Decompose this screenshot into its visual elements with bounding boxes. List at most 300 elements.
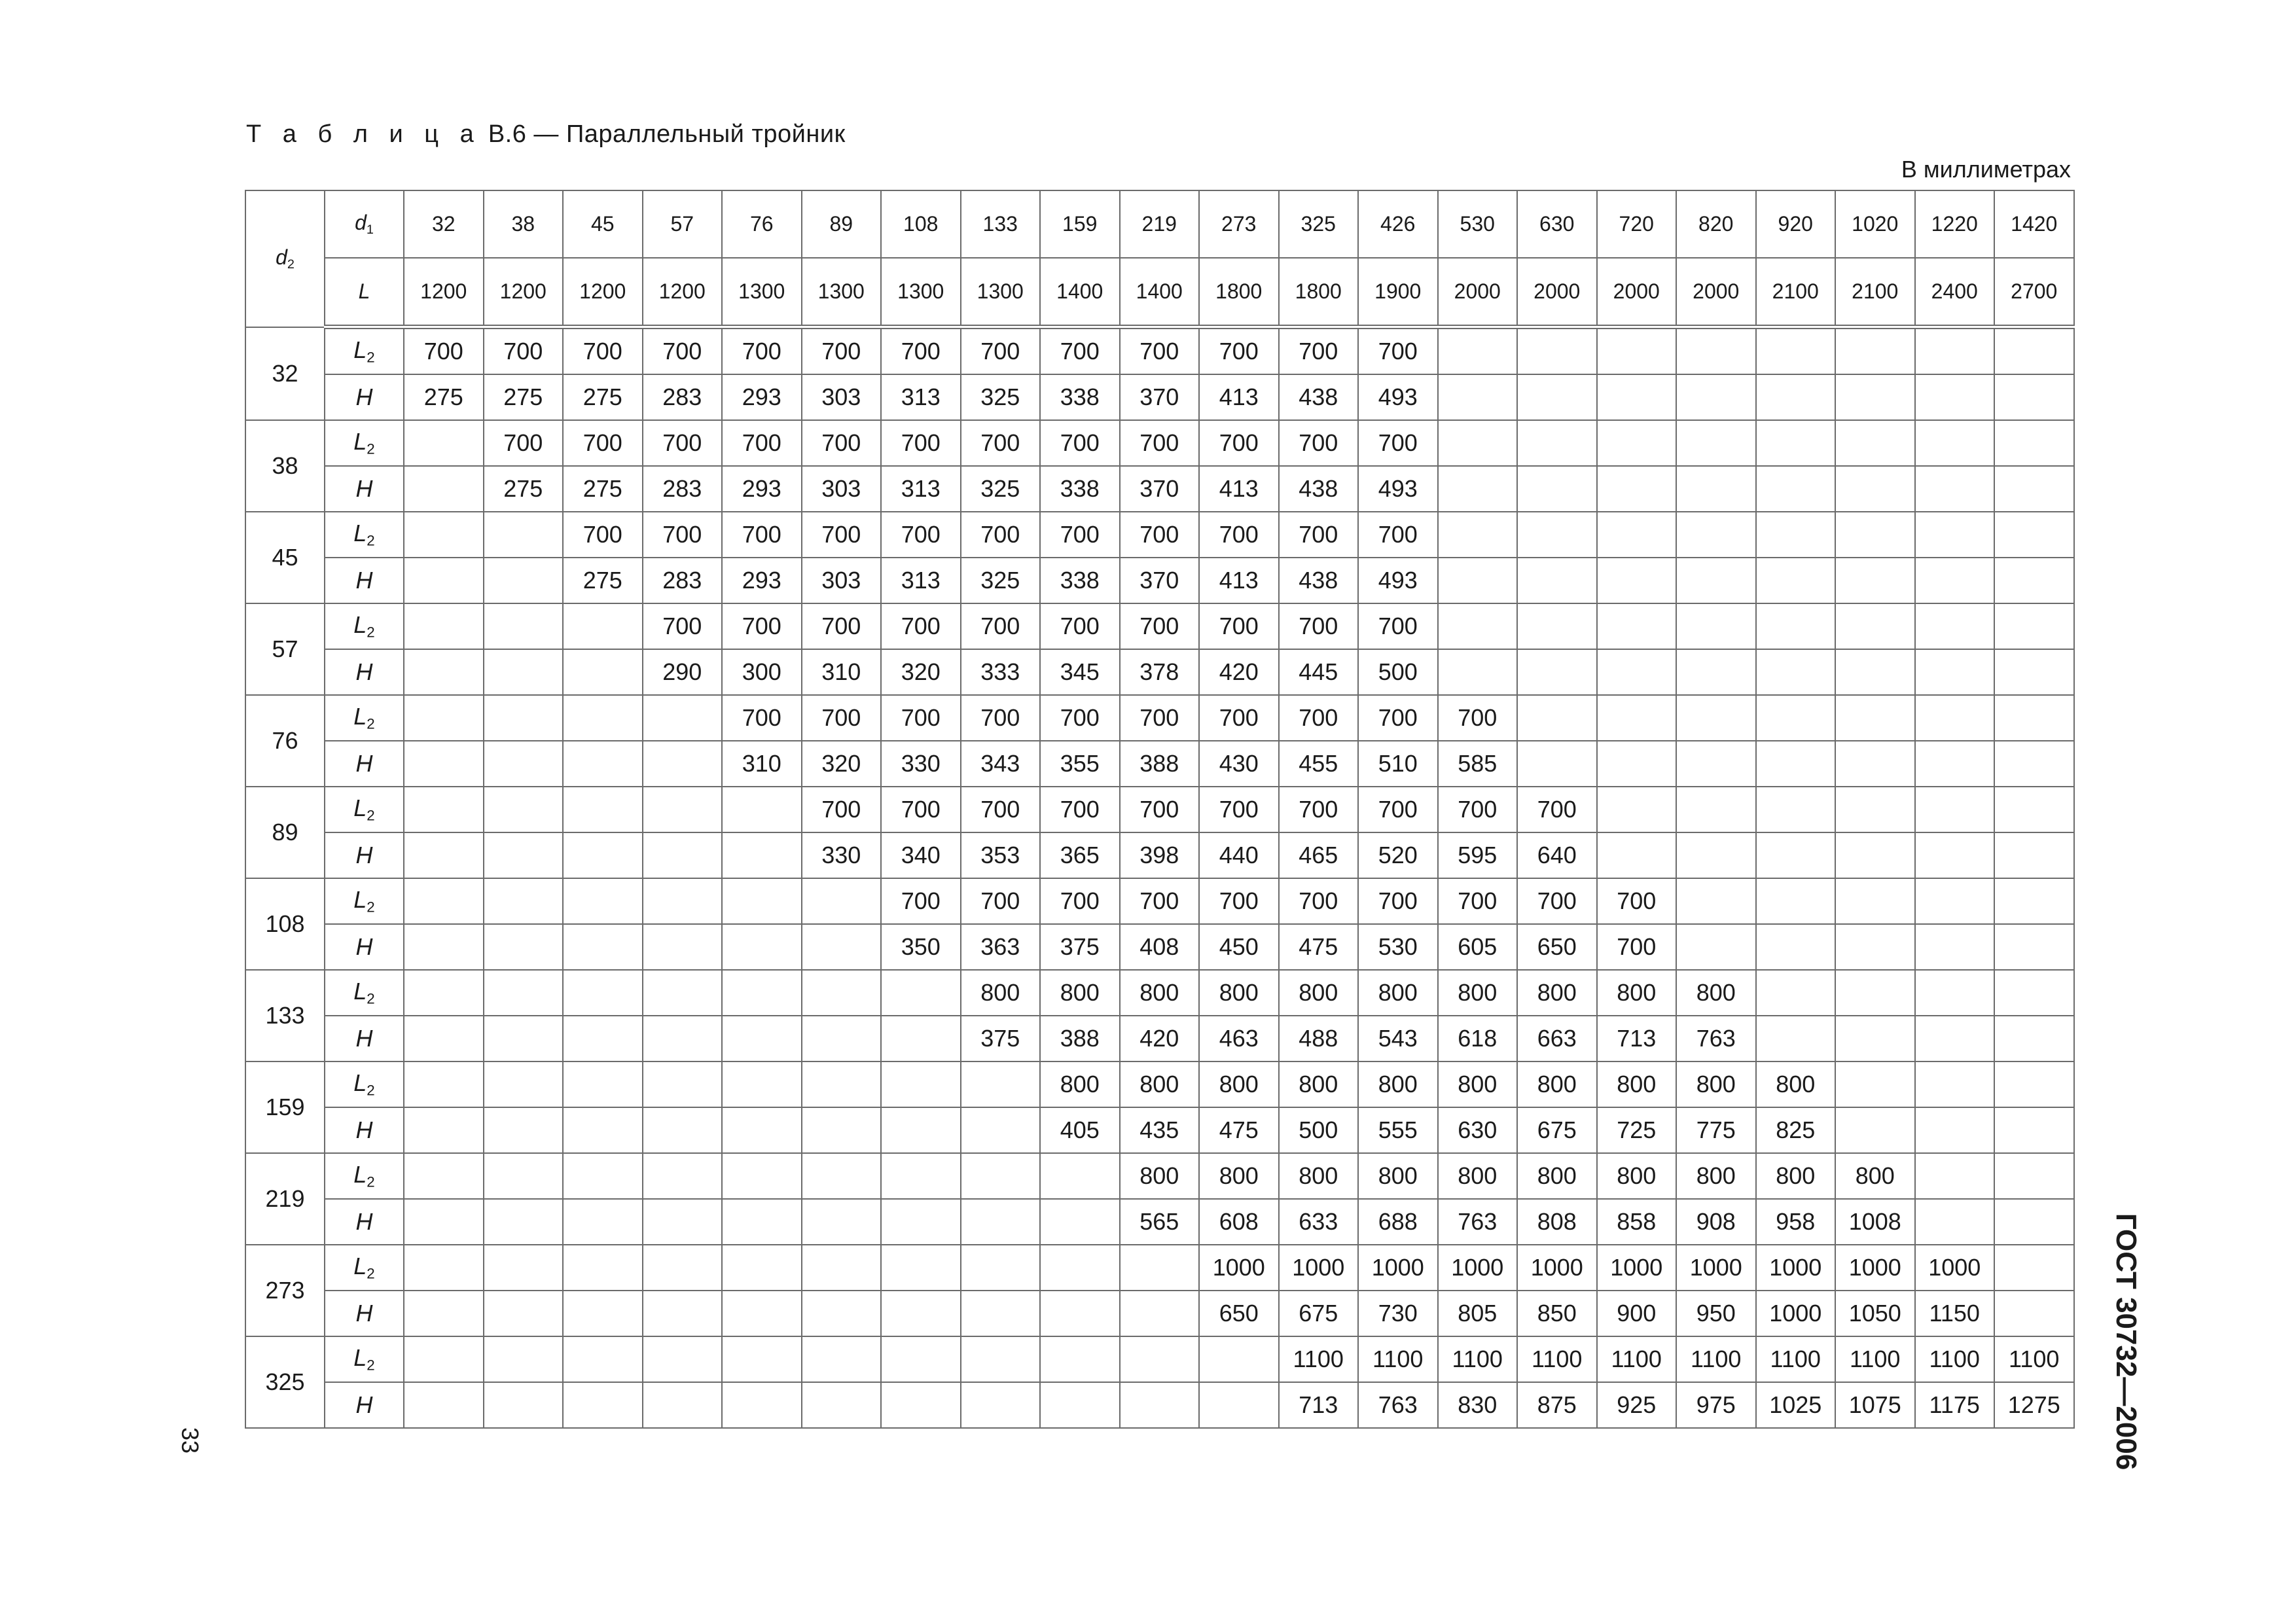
cell-L2: 800 bbox=[1756, 1153, 1836, 1199]
cell-L2: 700 bbox=[802, 420, 882, 466]
cell-L2 bbox=[961, 1336, 1041, 1382]
row-label-L2 bbox=[325, 327, 404, 375]
cell-H bbox=[484, 1107, 564, 1153]
header-d1-value: 325 bbox=[1279, 190, 1359, 258]
cell-H bbox=[563, 1107, 643, 1153]
cell-H: 975 bbox=[1676, 1382, 1756, 1428]
cell-L2: 1000 bbox=[1438, 1245, 1518, 1291]
cell-H bbox=[961, 1199, 1041, 1245]
cell-H bbox=[1517, 741, 1597, 787]
cell-L2 bbox=[1994, 1153, 2074, 1199]
cell-H: 375 bbox=[961, 1016, 1041, 1061]
cell-H: 320 bbox=[881, 649, 961, 695]
cell-H bbox=[881, 1016, 961, 1061]
cell-H bbox=[961, 1107, 1041, 1153]
cell-L2: 700 bbox=[1358, 420, 1438, 466]
cell-L2: 700 bbox=[484, 420, 564, 466]
cell-L2 bbox=[404, 1336, 484, 1382]
cell-H bbox=[1994, 558, 2074, 603]
row-d2-value: 89 bbox=[245, 787, 325, 878]
table-row-L2 bbox=[245, 512, 2074, 558]
cell-L2: 800 bbox=[1120, 1153, 1200, 1199]
cell-H bbox=[1676, 466, 1756, 512]
cell-H: 283 bbox=[643, 466, 723, 512]
cell-H bbox=[1756, 832, 1836, 878]
row-label-L2 bbox=[325, 970, 404, 1016]
cell-H bbox=[1040, 1291, 1120, 1336]
cell-L2 bbox=[1597, 787, 1677, 832]
cell-L2: 700 bbox=[1199, 512, 1279, 558]
table-title bbox=[246, 120, 846, 149]
cell-H bbox=[484, 1382, 564, 1428]
cell-L2: 800 bbox=[1199, 1153, 1279, 1199]
cell-H: 475 bbox=[1279, 924, 1359, 970]
cell-H: 808 bbox=[1517, 1199, 1597, 1245]
row-label-L2 bbox=[325, 878, 404, 924]
cell-H bbox=[1994, 832, 2074, 878]
row-label-L2-symbol: L bbox=[353, 1069, 367, 1097]
cell-H bbox=[1040, 1199, 1120, 1245]
cell-H bbox=[563, 741, 643, 787]
cell-L2 bbox=[1517, 420, 1597, 466]
header-d1-value: 89 bbox=[802, 190, 882, 258]
cell-L2: 700 bbox=[722, 695, 802, 741]
table-title-text: В.6 — Параллельный тройник bbox=[488, 120, 846, 148]
cell-L2 bbox=[563, 1061, 643, 1107]
cell-L2 bbox=[881, 1245, 961, 1291]
cell-L2 bbox=[1438, 420, 1518, 466]
cell-H: 510 bbox=[1358, 741, 1438, 787]
row-label-H: H bbox=[325, 741, 404, 787]
cell-H bbox=[404, 649, 484, 695]
cell-H: 520 bbox=[1358, 832, 1438, 878]
cell-L2: 800 bbox=[1358, 1153, 1438, 1199]
cell-L2 bbox=[1994, 695, 2074, 741]
cell-L2: 700 bbox=[722, 327, 802, 375]
cell-H bbox=[484, 741, 564, 787]
header-d1-value: 273 bbox=[1199, 190, 1279, 258]
cell-H bbox=[1676, 558, 1756, 603]
cell-L2: 700 bbox=[1438, 787, 1518, 832]
cell-L2 bbox=[1597, 327, 1677, 375]
cell-L2 bbox=[563, 970, 643, 1016]
cell-L2: 700 bbox=[1120, 512, 1200, 558]
cell-H: 463 bbox=[1199, 1016, 1279, 1061]
cell-H: 475 bbox=[1199, 1107, 1279, 1153]
cell-L2: 800 bbox=[1597, 1153, 1677, 1199]
cell-H bbox=[1756, 741, 1836, 787]
cell-H: 595 bbox=[1438, 832, 1518, 878]
cell-H bbox=[1835, 374, 1915, 420]
cell-H: 675 bbox=[1279, 1291, 1359, 1336]
cell-L2: 700 bbox=[722, 603, 802, 649]
cell-L2: 700 bbox=[1199, 878, 1279, 924]
cell-H bbox=[1676, 374, 1756, 420]
cell-L2 bbox=[484, 970, 564, 1016]
cell-L2: 1100 bbox=[1676, 1336, 1756, 1382]
row-d2-value: 76 bbox=[245, 695, 325, 787]
table-row-H bbox=[245, 1382, 2074, 1428]
cell-L2 bbox=[1676, 512, 1756, 558]
cell-H bbox=[484, 924, 564, 970]
header-L-value: 2700 bbox=[1994, 258, 2074, 327]
cell-L2 bbox=[1994, 878, 2074, 924]
header-L-value: 2000 bbox=[1676, 258, 1756, 327]
cell-H: 293 bbox=[722, 374, 802, 420]
header-L-value: 2000 bbox=[1597, 258, 1677, 327]
cell-L2: 800 bbox=[1597, 970, 1677, 1016]
cell-L2: 700 bbox=[802, 787, 882, 832]
dimensions-table bbox=[245, 190, 2075, 1429]
cell-L2: 700 bbox=[1358, 327, 1438, 375]
cell-L2 bbox=[881, 1153, 961, 1199]
cell-L2: 1000 bbox=[1676, 1245, 1756, 1291]
cell-H bbox=[1835, 924, 1915, 970]
header-d1-value: 1420 bbox=[1994, 190, 2074, 258]
cell-L2 bbox=[722, 1061, 802, 1107]
cell-H: 1175 bbox=[1915, 1382, 1995, 1428]
cell-H: 663 bbox=[1517, 1016, 1597, 1061]
cell-H bbox=[1915, 374, 1995, 420]
cell-H bbox=[1994, 924, 2074, 970]
cell-H bbox=[722, 1016, 802, 1061]
cell-L2 bbox=[643, 787, 723, 832]
cell-L2 bbox=[1756, 787, 1836, 832]
cell-H: 330 bbox=[802, 832, 882, 878]
table-row-L2 bbox=[245, 878, 2074, 924]
row-label-H: H bbox=[325, 924, 404, 970]
cell-H bbox=[1835, 558, 1915, 603]
cell-L2: 700 bbox=[1279, 327, 1359, 375]
table-row-H bbox=[245, 832, 2074, 878]
header-L-value: 2100 bbox=[1835, 258, 1915, 327]
cell-H: 405 bbox=[1040, 1107, 1120, 1153]
cell-H bbox=[881, 1291, 961, 1336]
header-L-value: 1300 bbox=[881, 258, 961, 327]
cell-L2: 1000 bbox=[1279, 1245, 1359, 1291]
cell-H: 313 bbox=[881, 374, 961, 420]
cell-L2: 800 bbox=[1835, 1153, 1915, 1199]
header-d1-value: 38 bbox=[484, 190, 564, 258]
cell-L2: 700 bbox=[1438, 695, 1518, 741]
cell-H: 763 bbox=[1438, 1199, 1518, 1245]
cell-H bbox=[1597, 558, 1677, 603]
header-d2-subscript: 2 bbox=[287, 257, 295, 272]
row-label-L2-subscript: 2 bbox=[367, 349, 375, 366]
cell-H: 310 bbox=[802, 649, 882, 695]
cell-L2: 800 bbox=[1040, 1061, 1120, 1107]
cell-L2: 800 bbox=[1676, 970, 1756, 1016]
cell-L2 bbox=[484, 695, 564, 741]
cell-L2: 700 bbox=[961, 512, 1041, 558]
cell-L2: 700 bbox=[1040, 603, 1120, 649]
cell-L2: 700 bbox=[643, 327, 723, 375]
cell-H: 500 bbox=[1358, 649, 1438, 695]
cell-L2 bbox=[1756, 970, 1836, 1016]
cell-H bbox=[484, 1199, 564, 1245]
cell-H: 713 bbox=[1279, 1382, 1359, 1428]
cell-H: 958 bbox=[1756, 1199, 1836, 1245]
header-L-label: L bbox=[325, 258, 404, 327]
cell-L2 bbox=[1756, 878, 1836, 924]
cell-L2 bbox=[1517, 603, 1597, 649]
cell-H: 450 bbox=[1199, 924, 1279, 970]
cell-L2: 800 bbox=[1676, 1061, 1756, 1107]
cell-L2 bbox=[802, 1153, 882, 1199]
page-number: 33 bbox=[177, 1427, 204, 1454]
cell-L2 bbox=[1835, 878, 1915, 924]
table-row-L2 bbox=[245, 1153, 2074, 1199]
cell-H: 565 bbox=[1120, 1199, 1200, 1245]
cell-H: 303 bbox=[802, 466, 882, 512]
cell-L2 bbox=[722, 1336, 802, 1382]
cell-L2 bbox=[643, 695, 723, 741]
cell-H bbox=[1994, 1199, 2074, 1245]
cell-L2 bbox=[802, 878, 882, 924]
cell-H bbox=[484, 832, 564, 878]
cell-L2: 700 bbox=[881, 420, 961, 466]
cell-L2 bbox=[961, 1245, 1041, 1291]
cell-L2: 800 bbox=[961, 970, 1041, 1016]
header-d2-cell bbox=[245, 190, 325, 327]
cell-H: 338 bbox=[1040, 466, 1120, 512]
cell-L2: 1100 bbox=[1358, 1336, 1438, 1382]
cell-L2: 700 bbox=[881, 787, 961, 832]
table-row-L2 bbox=[245, 420, 2074, 466]
cell-L2: 700 bbox=[563, 512, 643, 558]
table-row-H bbox=[245, 1016, 2074, 1061]
cell-L2: 800 bbox=[1199, 970, 1279, 1016]
table-row-L2 bbox=[245, 603, 2074, 649]
cell-L2 bbox=[1517, 327, 1597, 375]
cell-L2: 700 bbox=[1199, 603, 1279, 649]
cell-H: 338 bbox=[1040, 558, 1120, 603]
row-d2-value: 45 bbox=[245, 512, 325, 603]
cell-L2: 800 bbox=[1279, 1153, 1359, 1199]
cell-L2: 700 bbox=[1517, 878, 1597, 924]
cell-H bbox=[563, 1382, 643, 1428]
cell-H bbox=[1438, 374, 1518, 420]
cell-H bbox=[563, 1016, 643, 1061]
header-d1-value: 32 bbox=[404, 190, 484, 258]
cell-H: 908 bbox=[1676, 1199, 1756, 1245]
cell-L2: 700 bbox=[1438, 878, 1518, 924]
cell-H: 408 bbox=[1120, 924, 1200, 970]
cell-L2 bbox=[404, 603, 484, 649]
cell-H bbox=[1517, 558, 1597, 603]
table-title-prefix: Т а б л и ц а bbox=[246, 120, 481, 148]
cell-H: 1008 bbox=[1835, 1199, 1915, 1245]
cell-L2 bbox=[961, 1153, 1041, 1199]
cell-L2: 700 bbox=[1120, 603, 1200, 649]
cell-L2: 700 bbox=[881, 695, 961, 741]
cell-H: 283 bbox=[643, 374, 723, 420]
cell-H: 275 bbox=[563, 374, 643, 420]
header-d1-value: 530 bbox=[1438, 190, 1518, 258]
cell-L2: 800 bbox=[1597, 1061, 1677, 1107]
cell-H: 763 bbox=[1676, 1016, 1756, 1061]
cell-L2: 800 bbox=[1517, 1061, 1597, 1107]
cell-L2 bbox=[1756, 512, 1836, 558]
cell-H: 413 bbox=[1199, 466, 1279, 512]
cell-L2 bbox=[563, 603, 643, 649]
row-label-L2-subscript: 2 bbox=[367, 1357, 375, 1374]
cell-H: 455 bbox=[1279, 741, 1359, 787]
cell-L2 bbox=[643, 1245, 723, 1291]
cell-L2 bbox=[1835, 970, 1915, 1016]
cell-L2 bbox=[1915, 970, 1995, 1016]
cell-L2 bbox=[563, 695, 643, 741]
cell-L2 bbox=[1994, 787, 2074, 832]
row-label-H: H bbox=[325, 1291, 404, 1336]
row-label-L2-subscript: 2 bbox=[367, 899, 375, 916]
cell-L2 bbox=[1040, 1245, 1120, 1291]
cell-L2 bbox=[643, 1336, 723, 1382]
cell-H: 310 bbox=[722, 741, 802, 787]
cell-L2 bbox=[404, 787, 484, 832]
cell-L2 bbox=[1915, 420, 1995, 466]
cell-L2: 1000 bbox=[1199, 1245, 1279, 1291]
cell-H bbox=[1915, 558, 1995, 603]
cell-H: 340 bbox=[881, 832, 961, 878]
cell-H bbox=[1438, 649, 1518, 695]
cell-L2 bbox=[484, 878, 564, 924]
cell-H: 500 bbox=[1279, 1107, 1359, 1153]
row-d2-value: 273 bbox=[245, 1245, 325, 1336]
row-label-L2-symbol: L bbox=[353, 611, 367, 639]
cell-H: 530 bbox=[1358, 924, 1438, 970]
cell-L2 bbox=[404, 512, 484, 558]
cell-L2: 700 bbox=[961, 420, 1041, 466]
cell-H: 688 bbox=[1358, 1199, 1438, 1245]
cell-H: 805 bbox=[1438, 1291, 1518, 1336]
header-L-value: 1300 bbox=[802, 258, 882, 327]
header-d1-value: 1220 bbox=[1915, 190, 1995, 258]
cell-H bbox=[1915, 924, 1995, 970]
cell-H: 413 bbox=[1199, 374, 1279, 420]
cell-H: 608 bbox=[1199, 1199, 1279, 1245]
cell-H bbox=[1835, 832, 1915, 878]
cell-H bbox=[1597, 374, 1677, 420]
cell-H: 370 bbox=[1120, 558, 1200, 603]
cell-H: 633 bbox=[1279, 1199, 1359, 1245]
cell-L2: 700 bbox=[1597, 878, 1677, 924]
row-d2-value: 219 bbox=[245, 1153, 325, 1245]
row-label-L2-symbol: L bbox=[353, 1161, 367, 1188]
header-d1-value: 820 bbox=[1676, 190, 1756, 258]
cell-L2: 700 bbox=[643, 420, 723, 466]
table-row-H bbox=[245, 558, 2074, 603]
row-label-L2-symbol: L bbox=[353, 886, 367, 914]
cell-H bbox=[643, 1016, 723, 1061]
header-L-value: 1800 bbox=[1199, 258, 1279, 327]
cell-L2 bbox=[1915, 327, 1995, 375]
cell-H: 640 bbox=[1517, 832, 1597, 878]
cell-H bbox=[722, 1199, 802, 1245]
cell-L2: 1100 bbox=[1438, 1336, 1518, 1382]
table-row-H bbox=[245, 741, 2074, 787]
cell-H bbox=[1756, 649, 1836, 695]
cell-H: 850 bbox=[1517, 1291, 1597, 1336]
cell-H: 1050 bbox=[1835, 1291, 1915, 1336]
header-L-value: 1200 bbox=[643, 258, 723, 327]
cell-H: 493 bbox=[1358, 558, 1438, 603]
cell-L2: 800 bbox=[1358, 1061, 1438, 1107]
cell-H bbox=[1835, 1016, 1915, 1061]
cell-L2: 700 bbox=[1120, 695, 1200, 741]
cell-H: 398 bbox=[1120, 832, 1200, 878]
row-label-L2 bbox=[325, 1061, 404, 1107]
header-L-value: 2400 bbox=[1915, 258, 1995, 327]
cell-H bbox=[1915, 741, 1995, 787]
cell-H: 375 bbox=[1040, 924, 1120, 970]
header-d2-symbol: d bbox=[276, 245, 287, 269]
cell-H bbox=[484, 649, 564, 695]
header-L-value: 2000 bbox=[1438, 258, 1518, 327]
cell-H bbox=[1120, 1291, 1200, 1336]
cell-L2: 700 bbox=[1358, 603, 1438, 649]
cell-H bbox=[563, 1199, 643, 1245]
cell-L2: 1000 bbox=[1517, 1245, 1597, 1291]
cell-H bbox=[404, 924, 484, 970]
cell-H bbox=[1756, 558, 1836, 603]
row-label-L2 bbox=[325, 695, 404, 741]
table-row-L2 bbox=[245, 327, 2074, 375]
cell-H bbox=[404, 1199, 484, 1245]
cell-L2 bbox=[1994, 420, 2074, 466]
cell-H bbox=[1756, 1016, 1836, 1061]
cell-H: 388 bbox=[1120, 741, 1200, 787]
table-row-H bbox=[245, 1199, 2074, 1245]
cell-H bbox=[1994, 374, 2074, 420]
cell-L2 bbox=[643, 1153, 723, 1199]
cell-H bbox=[1994, 649, 2074, 695]
cell-H: 875 bbox=[1517, 1382, 1597, 1428]
cell-L2: 800 bbox=[1517, 1153, 1597, 1199]
cell-H bbox=[1994, 741, 2074, 787]
cell-H: 465 bbox=[1279, 832, 1359, 878]
header-L-value: 1200 bbox=[404, 258, 484, 327]
cell-H: 493 bbox=[1358, 466, 1438, 512]
cell-H: 313 bbox=[881, 558, 961, 603]
row-label-H: H bbox=[325, 1107, 404, 1153]
cell-L2 bbox=[563, 878, 643, 924]
row-label-L2-subscript: 2 bbox=[367, 990, 375, 1007]
header-L-value: 2100 bbox=[1756, 258, 1836, 327]
cell-L2 bbox=[722, 1245, 802, 1291]
cell-L2 bbox=[404, 1153, 484, 1199]
cell-L2 bbox=[802, 1061, 882, 1107]
cell-L2 bbox=[484, 1336, 564, 1382]
cell-L2: 700 bbox=[1279, 512, 1359, 558]
row-label-L2-symbol: L bbox=[353, 428, 367, 455]
cell-L2: 700 bbox=[722, 512, 802, 558]
cell-H: 830 bbox=[1438, 1382, 1518, 1428]
row-d2-value: 38 bbox=[245, 420, 325, 512]
cell-L2: 700 bbox=[1199, 420, 1279, 466]
cell-L2: 1100 bbox=[1279, 1336, 1359, 1382]
cell-L2: 1100 bbox=[1756, 1336, 1836, 1382]
cell-L2: 800 bbox=[1040, 970, 1120, 1016]
cell-H bbox=[563, 832, 643, 878]
cell-L2 bbox=[1517, 695, 1597, 741]
cell-H: 330 bbox=[881, 741, 961, 787]
row-label-L2-subscript: 2 bbox=[367, 440, 375, 457]
cell-L2: 1000 bbox=[1597, 1245, 1677, 1291]
cell-L2: 1000 bbox=[1915, 1245, 1995, 1291]
row-label-L2-symbol: L bbox=[353, 978, 367, 1005]
cell-H bbox=[563, 649, 643, 695]
